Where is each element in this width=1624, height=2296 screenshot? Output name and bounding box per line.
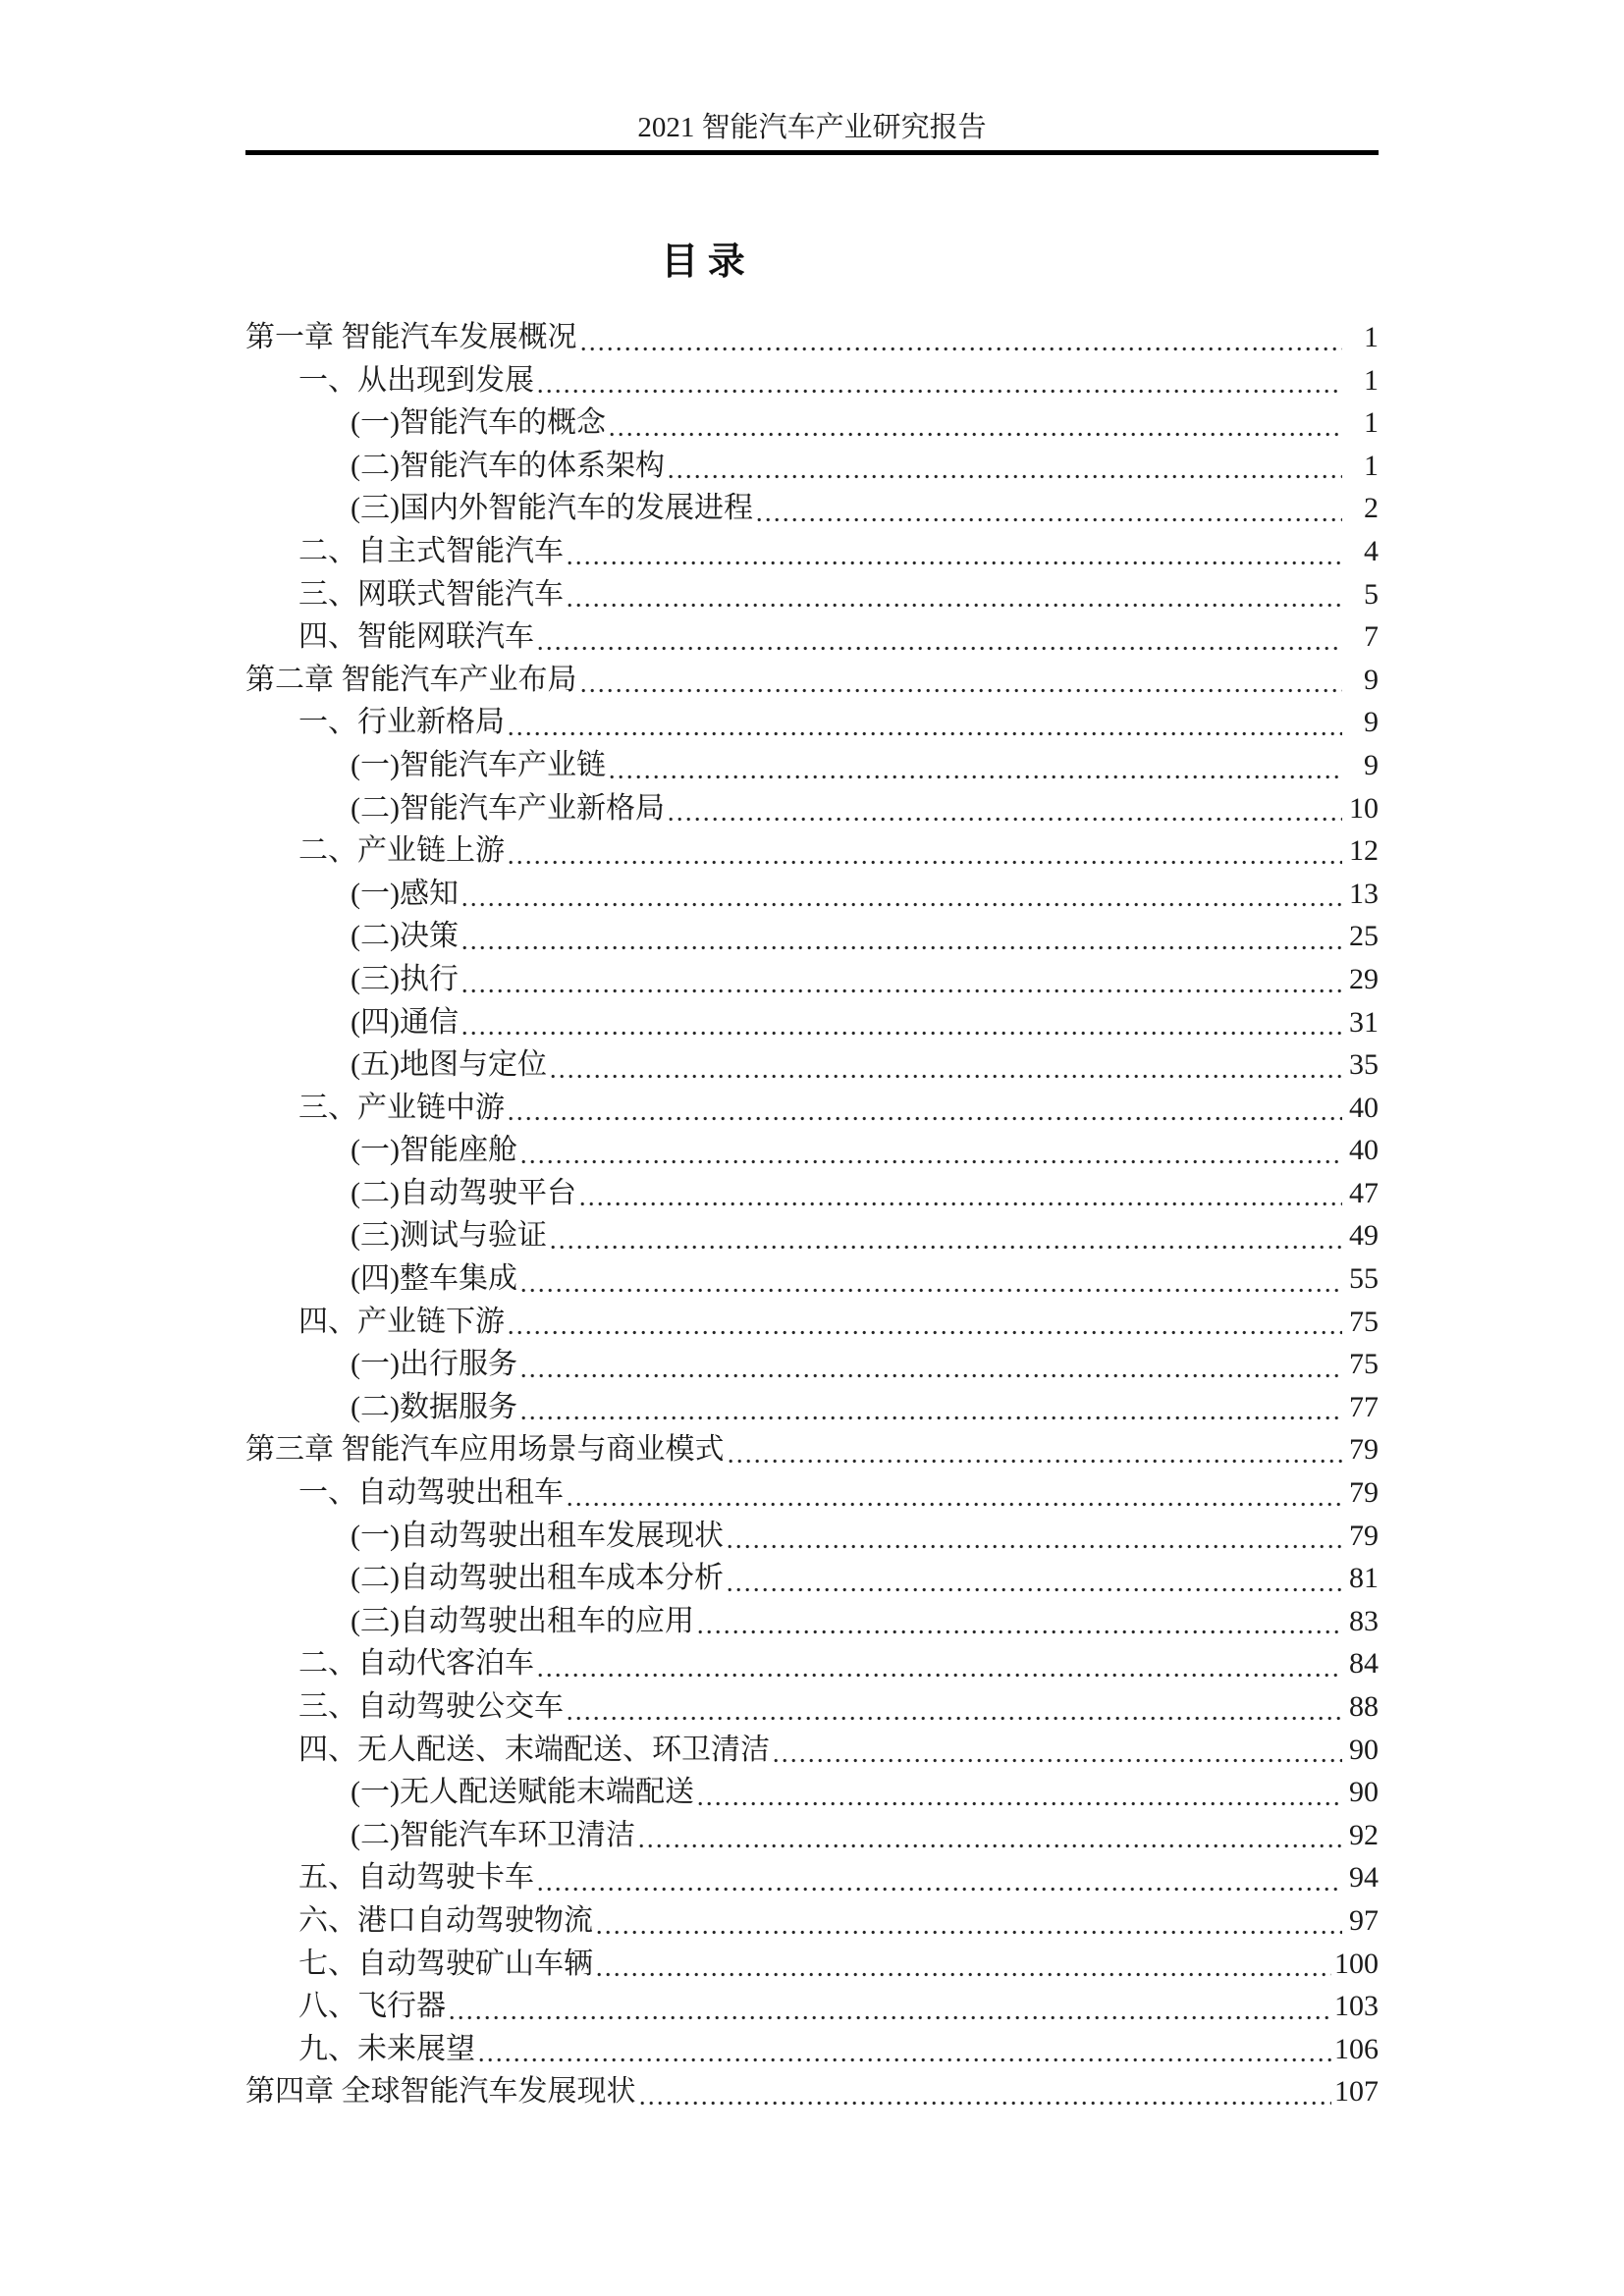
- toc-dot-leader: [757, 517, 1342, 522]
- toc-entry[interactable]: [245, 1856, 1379, 1899]
- toc-entry[interactable]: [245, 1172, 1379, 1215]
- toc-page-number: 90: [1349, 1733, 1379, 1766]
- toc-dot-leader: [521, 1373, 1342, 1378]
- toc-entry-label: 四、智能网联汽车: [298, 620, 534, 654]
- toc-entry[interactable]: [245, 1771, 1379, 1814]
- toc-entry-label: (二)自动驾驶平台: [351, 1176, 576, 1209]
- toc-entry-label: (二)智能汽车的体系架构: [351, 449, 665, 482]
- toc-dot-leader: [568, 561, 1342, 565]
- toc-page-number: 77: [1349, 1390, 1379, 1423]
- toc-entry-label: 二、产业链上游: [298, 834, 505, 868]
- toc-dot-leader: [581, 347, 1343, 351]
- toc-dot-leader: [639, 1843, 1342, 1848]
- toc-entry[interactable]: [245, 1943, 1379, 1986]
- toc-dot-leader: [551, 1074, 1342, 1079]
- toc-entry[interactable]: [245, 445, 1379, 488]
- toc-entry[interactable]: [245, 2070, 1379, 2113]
- toc-page-number: 75: [1349, 1305, 1379, 1338]
- toc-entry-label: (五)地图与定位: [351, 1048, 547, 1082]
- toc-page-number: 29: [1349, 962, 1379, 995]
- toc-page-number: 100: [1334, 1947, 1379, 1980]
- toc-entry[interactable]: [245, 1257, 1379, 1301]
- toc-entry[interactable]: [245, 401, 1379, 445]
- toc-entry[interactable]: [245, 915, 1379, 958]
- toc-page-number: 12: [1349, 834, 1379, 868]
- header-divider: [245, 150, 1379, 155]
- toc-page-number: 1: [1364, 321, 1379, 353]
- toc-entry[interactable]: [245, 1428, 1379, 1471]
- toc-entry[interactable]: [245, 1600, 1379, 1643]
- toc-entry[interactable]: [245, 829, 1379, 873]
- toc-entry[interactable]: [245, 1471, 1379, 1515]
- toc-dot-leader: [669, 474, 1342, 479]
- toc-entry[interactable]: [245, 1214, 1379, 1257]
- toc-entry-label: (四)整车集成: [351, 1262, 517, 1296]
- toc-entry-label: 七、自动驾驶矿山车辆: [298, 1947, 593, 1980]
- toc-entry-label: 第一章 智能汽车发展概况: [245, 321, 577, 353]
- toc-entry-label: (二)决策: [351, 920, 459, 953]
- toc-entry-label: (一)感知: [351, 877, 459, 910]
- toc-page-number: 1: [1364, 449, 1379, 482]
- toc-entry-label: 三、网联式智能汽车: [298, 577, 564, 611]
- toc-dot-leader: [450, 2015, 1331, 2020]
- toc-dot-leader: [521, 1415, 1342, 1420]
- toc-dot-leader: [698, 1801, 1342, 1806]
- toc-entry[interactable]: [245, 659, 1379, 702]
- toc-entry-label: 五、自动驾驶卡车: [298, 1861, 534, 1895]
- toc-page-number: 4: [1364, 534, 1379, 567]
- toc-entry[interactable]: [245, 744, 1379, 787]
- toc-page-number: 92: [1349, 1818, 1379, 1851]
- toc-page-number: 88: [1349, 1690, 1379, 1723]
- toc-page-number: 40: [1349, 1091, 1379, 1124]
- toc-dot-leader: [610, 432, 1342, 437]
- toc-entry[interactable]: [245, 1985, 1379, 2028]
- toc-page-number: 106: [1334, 2032, 1379, 2065]
- toc-entry-label: 八、飞行器: [298, 1990, 446, 2023]
- toc-page-number: 79: [1349, 1519, 1379, 1552]
- toc-dot-leader: [774, 1758, 1342, 1763]
- toc-page-number: 2: [1364, 492, 1379, 525]
- toc-entry-label: 三、自动驾驶公交车: [298, 1690, 564, 1723]
- toc-page-number: 13: [1349, 877, 1379, 910]
- toc-page-number: 90: [1349, 1776, 1379, 1809]
- toc-entry-label: 九、未来展望: [298, 2032, 475, 2065]
- toc-entry[interactable]: [245, 2028, 1379, 2071]
- toc-page-number: 55: [1349, 1262, 1379, 1296]
- toc-dot-leader: [698, 1629, 1342, 1634]
- toc-dot-leader: [610, 774, 1342, 779]
- toc-dot-leader: [568, 1716, 1342, 1721]
- toc-dot-leader: [462, 988, 1342, 993]
- toc-page-number: 40: [1349, 1134, 1379, 1167]
- toc-dot-leader: [509, 731, 1342, 736]
- toc-entry[interactable]: [245, 958, 1379, 1001]
- toc-dot-leader: [462, 1031, 1342, 1036]
- toc-entry[interactable]: [245, 1087, 1379, 1130]
- toc-dot-leader: [462, 902, 1342, 907]
- toc-entry[interactable]: [245, 701, 1379, 744]
- toc-entry[interactable]: [245, 615, 1379, 659]
- toc-dot-leader: [581, 688, 1343, 693]
- toc-entry[interactable]: [245, 573, 1379, 616]
- toc-entry[interactable]: [245, 787, 1379, 830]
- toc-dot-leader: [509, 1116, 1342, 1121]
- toc-entry-label: 四、产业链下游: [298, 1305, 505, 1338]
- toc-entry[interactable]: [245, 1001, 1379, 1044]
- toc-entry[interactable]: [245, 359, 1379, 402]
- toc-entry[interactable]: [245, 1343, 1379, 1386]
- toc-entry[interactable]: [245, 1301, 1379, 1344]
- toc-page-number: 97: [1349, 1903, 1379, 1937]
- toc-entry-label: 一、行业新格局: [298, 706, 505, 739]
- toc-page-number: 9: [1364, 663, 1379, 696]
- toc-dot-leader: [462, 945, 1342, 950]
- toc-page-number: 79: [1349, 1433, 1379, 1467]
- toc-entry-label: 三、产业链中游: [298, 1091, 505, 1124]
- toc-entry[interactable]: [245, 1729, 1379, 1772]
- toc-entry-label: 第二章 智能汽车产业布局: [245, 663, 577, 696]
- toc-entry-label: (三)国内外智能汽车的发展进程: [351, 492, 753, 525]
- toc-entry-label: (二)智能汽车环卫清洁: [351, 1818, 635, 1851]
- toc-dot-leader: [521, 1159, 1342, 1164]
- toc-entry[interactable]: [245, 1043, 1379, 1087]
- toc-page-number: 83: [1349, 1604, 1379, 1637]
- running-header-title: 2021 智能汽车产业研究报告: [637, 112, 987, 143]
- toc-page-number: 75: [1349, 1348, 1379, 1381]
- toc-entry-label: (三)自动驾驶出租车的应用: [351, 1604, 694, 1637]
- toc-entry-label: (二)智能汽车产业新格局: [351, 791, 665, 825]
- toc-dot-leader: [728, 1587, 1342, 1592]
- toc-page-number: 10: [1349, 791, 1379, 825]
- toc-page-number: 5: [1364, 577, 1379, 611]
- toc-page-number: 25: [1349, 920, 1379, 953]
- toc-page-number: 81: [1349, 1562, 1379, 1595]
- toc-entry[interactable]: [245, 873, 1379, 916]
- toc-page-number: 47: [1349, 1176, 1379, 1209]
- toc-dot-leader: [521, 1288, 1342, 1293]
- toc-entry[interactable]: [245, 1386, 1379, 1429]
- toc-dot-leader: [597, 1930, 1342, 1935]
- toc-entry[interactable]: [245, 1557, 1379, 1600]
- toc-entry-label: (一)智能座舱: [351, 1134, 517, 1167]
- toc-page-number: 79: [1349, 1476, 1379, 1510]
- toc-page-number: 1: [1364, 406, 1379, 440]
- toc-entry[interactable]: [245, 1814, 1379, 1857]
- toc-page-number: 35: [1349, 1048, 1379, 1082]
- toc-dot-leader: [509, 860, 1342, 865]
- toc-page-number: 107: [1334, 2075, 1379, 2109]
- toc-title: 目 录: [661, 241, 745, 283]
- toc-entry-label: 四、无人配送、末端配送、环卫清洁: [298, 1733, 770, 1766]
- toc-entry-label: (一)智能汽车产业链: [351, 748, 606, 781]
- toc-entry[interactable]: [245, 530, 1379, 573]
- toc-page-number: 94: [1349, 1861, 1379, 1895]
- toc-page-number: 49: [1349, 1219, 1379, 1253]
- toc-entry-label: (三)执行: [351, 962, 459, 995]
- toc-entry[interactable]: [245, 487, 1379, 530]
- toc-entry-label: 二、自动代客泊车: [298, 1647, 534, 1681]
- toc-entry-label: 第三章 智能汽车应用场景与商业模式: [245, 1433, 725, 1467]
- toc-dot-leader: [538, 389, 1342, 394]
- toc-dot-leader: [538, 1673, 1342, 1678]
- toc-entry-label: (四)通信: [351, 1005, 459, 1039]
- toc-dot-leader: [568, 603, 1342, 608]
- toc-entry[interactable]: [245, 1685, 1379, 1729]
- toc-page-number: 31: [1349, 1005, 1379, 1039]
- toc-dot-leader: [538, 1887, 1342, 1892]
- toc-dot-leader: [538, 646, 1342, 651]
- toc-entry-label: (一)智能汽车的概念: [351, 406, 606, 440]
- toc-entry[interactable]: [245, 1899, 1379, 1943]
- toc-dot-leader: [640, 2101, 1332, 2106]
- toc-entry-label: (一)出行服务: [351, 1348, 517, 1381]
- toc-dot-leader: [551, 1245, 1342, 1250]
- toc-entry[interactable]: [245, 1515, 1379, 1558]
- toc-entry-label: 一、从出现到发展: [298, 363, 534, 397]
- toc-list: [245, 316, 1379, 2113]
- toc-dot-leader: [580, 1201, 1342, 1206]
- toc-entry-label: (一)自动驾驶出租车发展现状: [351, 1519, 724, 1552]
- toc-page-number: 84: [1349, 1647, 1379, 1681]
- toc-entry-label: (三)测试与验证: [351, 1219, 547, 1253]
- toc-dot-leader: [568, 1502, 1342, 1507]
- toc-dot-leader: [669, 817, 1342, 822]
- toc-page-number: 9: [1364, 706, 1379, 739]
- toc-entry-label: 六、港口自动驾驶物流: [298, 1903, 593, 1937]
- toc-dot-leader: [729, 1459, 1343, 1464]
- toc-dot-leader: [479, 2057, 1331, 2062]
- toc-entry-label: 第四章 全球智能汽车发展现状: [245, 2075, 636, 2109]
- toc-dot-leader: [597, 1972, 1331, 1977]
- toc-entry-label: 二、自主式智能汽车: [298, 534, 564, 567]
- toc-page-number: 103: [1334, 1990, 1379, 2023]
- toc-dot-leader: [509, 1330, 1342, 1335]
- toc-entry[interactable]: [245, 1642, 1379, 1685]
- toc-page-number: 9: [1364, 748, 1379, 781]
- toc-entry[interactable]: [245, 316, 1379, 359]
- toc-entry-label: (一)无人配送赋能末端配送: [351, 1776, 694, 1809]
- toc-page-number: 1: [1364, 363, 1379, 397]
- toc-entry-label: (二)数据服务: [351, 1390, 517, 1423]
- toc-entry-label: (二)自动驾驶出租车成本分析: [351, 1562, 724, 1595]
- toc-entry[interactable]: [245, 1129, 1379, 1172]
- toc-entry-label: 一、自动驾驶出租车: [298, 1476, 564, 1510]
- toc-page-number: 7: [1364, 620, 1379, 654]
- toc-dot-leader: [728, 1544, 1342, 1549]
